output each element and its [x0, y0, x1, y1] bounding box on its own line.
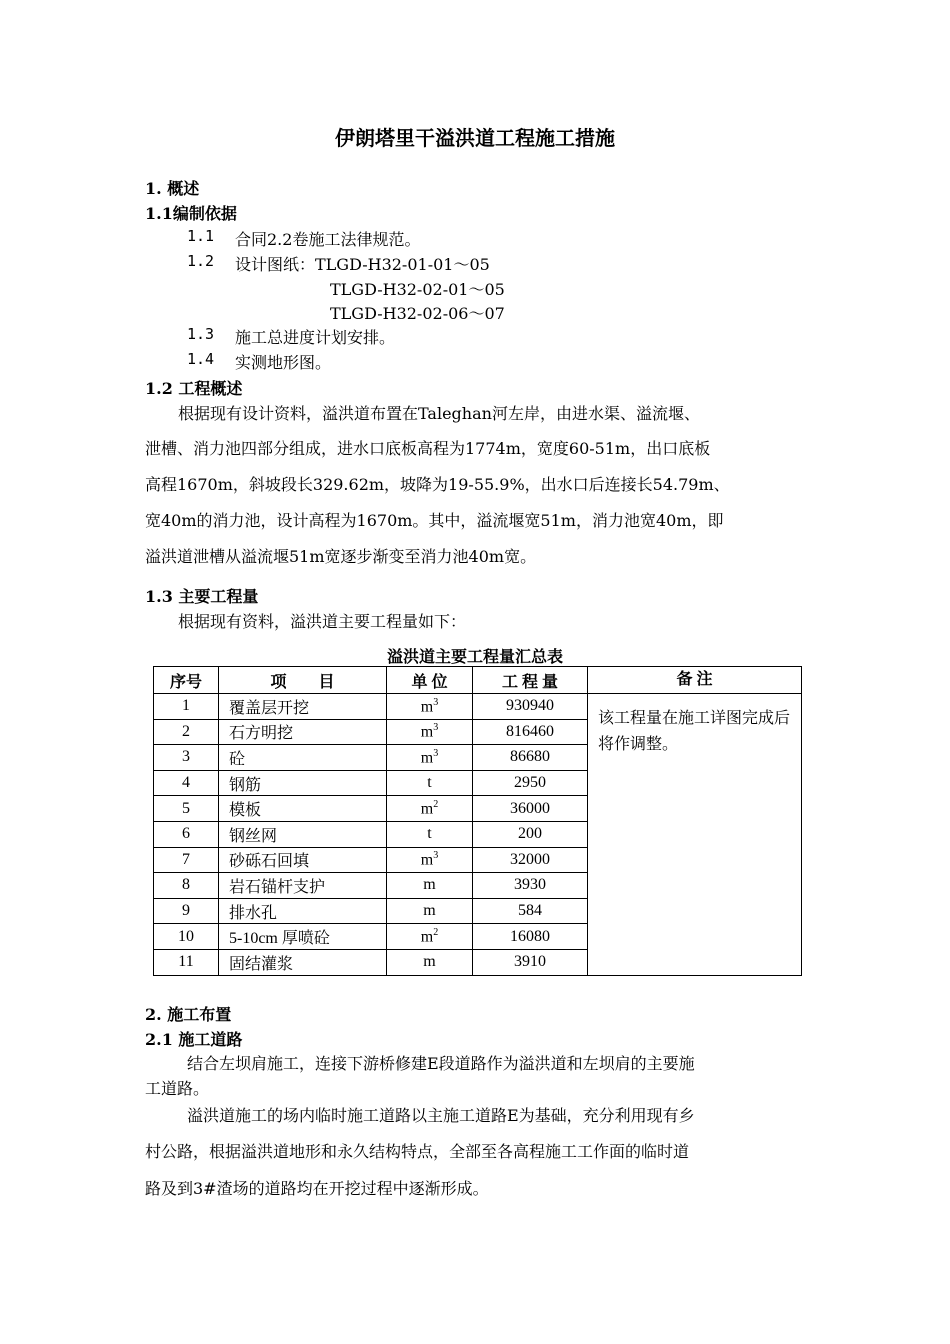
- cell-quantity: 32000: [473, 847, 588, 873]
- basis-item-text: TLGD-H32-02-01～05: [330, 280, 505, 299]
- basis-item-number: 1.3: [187, 325, 215, 343]
- header-no: 序号: [154, 667, 219, 694]
- overview-line: 溢洪道泄槽从溢流堰51m宽逐步渐变至消力池40m宽。: [145, 547, 537, 566]
- cell-item: 固结灌浆: [219, 949, 387, 975]
- cell-item: 钢筋: [219, 770, 387, 796]
- table-row: [154, 694, 802, 720]
- cell-quantity: 36000: [473, 796, 588, 822]
- section-1-3-heading: 1.3 主要工程量: [145, 587, 259, 606]
- unit-exponent: 2: [433, 799, 439, 810]
- cell-unit: $m^3$: [387, 847, 473, 873]
- header-quantity: 工 程 量: [473, 667, 588, 694]
- cell-no: 1: [154, 694, 219, 720]
- cell-quantity: 3910: [473, 949, 588, 975]
- basis-item-number: 1.2: [187, 252, 215, 270]
- basis-item-text: 施工总进度计划安排。: [235, 328, 396, 347]
- cell-no: 9: [154, 898, 219, 924]
- quantities-table: [153, 666, 802, 976]
- basis-item-number: 1.1: [187, 227, 215, 245]
- cell-unit: t: [387, 770, 473, 796]
- section-2-heading: 2. 施工布置: [145, 1005, 232, 1024]
- cell-unit: $m^3$: [387, 719, 473, 745]
- unit-exponent: 3: [433, 696, 439, 708]
- unit-exponent: 3: [433, 747, 439, 759]
- cell-item: 覆盖层开挖: [219, 694, 387, 720]
- cell-item: 模板: [219, 796, 387, 822]
- cell-no: 7: [154, 847, 219, 873]
- section-2-1-heading: 2.1 施工道路: [145, 1030, 243, 1049]
- overview-line: 宽40m的消力池，设计高程为1670m。其中，溢流堰宽51m，消力池宽40m，即: [145, 511, 724, 530]
- cell-no: 3: [154, 745, 219, 771]
- cell-item: 5-10cm 厚喷砼: [219, 924, 387, 950]
- cell-unit: $m^3$: [387, 694, 473, 720]
- cell-unit: $m^3$: [387, 745, 473, 771]
- road-line: 村公路，根据溢洪道地形和永久结构特点，全部至各高程施工工作面的临时道: [145, 1142, 690, 1161]
- cell-no: 6: [154, 821, 219, 847]
- cell-item: 岩石锚杆支护: [219, 873, 387, 899]
- header-unit: 单 位: [387, 667, 473, 694]
- table-header-row: [154, 667, 802, 694]
- cell-item: 砂砾石回填: [219, 847, 387, 873]
- basis-item-text: 设计图纸：TLGD-H32-01-01～05: [235, 255, 490, 274]
- unit-exponent: 3: [433, 850, 439, 862]
- basis-item-text: 实测地形图。: [235, 353, 332, 372]
- cell-quantity: 584: [473, 898, 588, 924]
- cell-unit: t: [387, 821, 473, 847]
- cell-unit: $m^2$: [387, 796, 473, 822]
- cell-unit: m: [387, 873, 473, 899]
- cell-quantity: 930940: [473, 694, 588, 720]
- cell-item: 砼: [219, 745, 387, 771]
- section-1-2-heading: 1.2 工程概述: [145, 379, 243, 398]
- cell-unit: m: [387, 949, 473, 975]
- cell-no: 2: [154, 719, 219, 745]
- overview-line: 根据现有设计资料，溢洪道布置在Taleghan河左岸，由进水渠、溢流堰、: [178, 404, 700, 423]
- cell-quantity: 2950: [473, 770, 588, 796]
- cell-note: 该工程量在施工详图完成后将作调整。: [588, 694, 802, 976]
- cell-item: 石方明挖: [219, 719, 387, 745]
- unit-exponent: 2: [433, 926, 439, 938]
- cell-quantity: 86680: [473, 745, 588, 771]
- document-title: 伊朗塔里干溢洪道工程施工措施: [335, 126, 615, 150]
- cell-item: 钢丝网: [219, 821, 387, 847]
- overview-line: 高程1670m，斜坡段长329.62m，坡降为19-55.9%，出水口后连接长54.79m、: [145, 475, 730, 494]
- road-line: 路及到3#渣场的道路均在开挖过程中逐渐形成。: [145, 1179, 489, 1198]
- unit-exponent: 3: [433, 722, 439, 734]
- cell-no: 10: [154, 924, 219, 950]
- road-line: 工道路。: [145, 1079, 210, 1098]
- cell-quantity: 3930: [473, 873, 588, 899]
- basis-item-number: 1.4: [187, 350, 215, 368]
- cell-no: 4: [154, 770, 219, 796]
- header-note: 备 注: [588, 667, 802, 694]
- road-line: 结合左坝肩施工，连接下游桥修建E段道路作为溢洪道和左坝肩的主要施: [187, 1054, 695, 1073]
- cell-quantity: 16080: [473, 924, 588, 950]
- cell-quantity: 200: [473, 821, 588, 847]
- header-item: 项 目: [219, 667, 387, 694]
- basis-item-text: 合同2.2卷施工法律规范。: [235, 230, 421, 249]
- cell-no: 8: [154, 873, 219, 899]
- cell-item: 排水孔: [219, 898, 387, 924]
- basis-item-text: TLGD-H32-02-06～07: [330, 304, 505, 323]
- cell-no: 5: [154, 796, 219, 822]
- road-line: 溢洪道施工的场内临时施工道路以主施工道路E为基础，充分利用现有乡: [187, 1106, 695, 1125]
- cell-unit: m: [387, 898, 473, 924]
- cell-quantity: 816460: [473, 719, 588, 745]
- table-caption: 溢洪道主要工程量汇总表: [386, 647, 563, 666]
- cell-unit: $m^2$: [387, 924, 473, 950]
- cell-no: 11: [154, 949, 219, 975]
- quantities-intro: 根据现有资料，溢洪道主要工程量如下：: [178, 612, 467, 631]
- section-1-heading: 1. 概述: [145, 179, 200, 198]
- section-1-1-heading: 1.1编制依据: [145, 204, 237, 223]
- overview-line: 泄槽、消力池四部分组成，进水口底板高程为1774m，宽度60-51m，出口底板: [145, 439, 711, 458]
